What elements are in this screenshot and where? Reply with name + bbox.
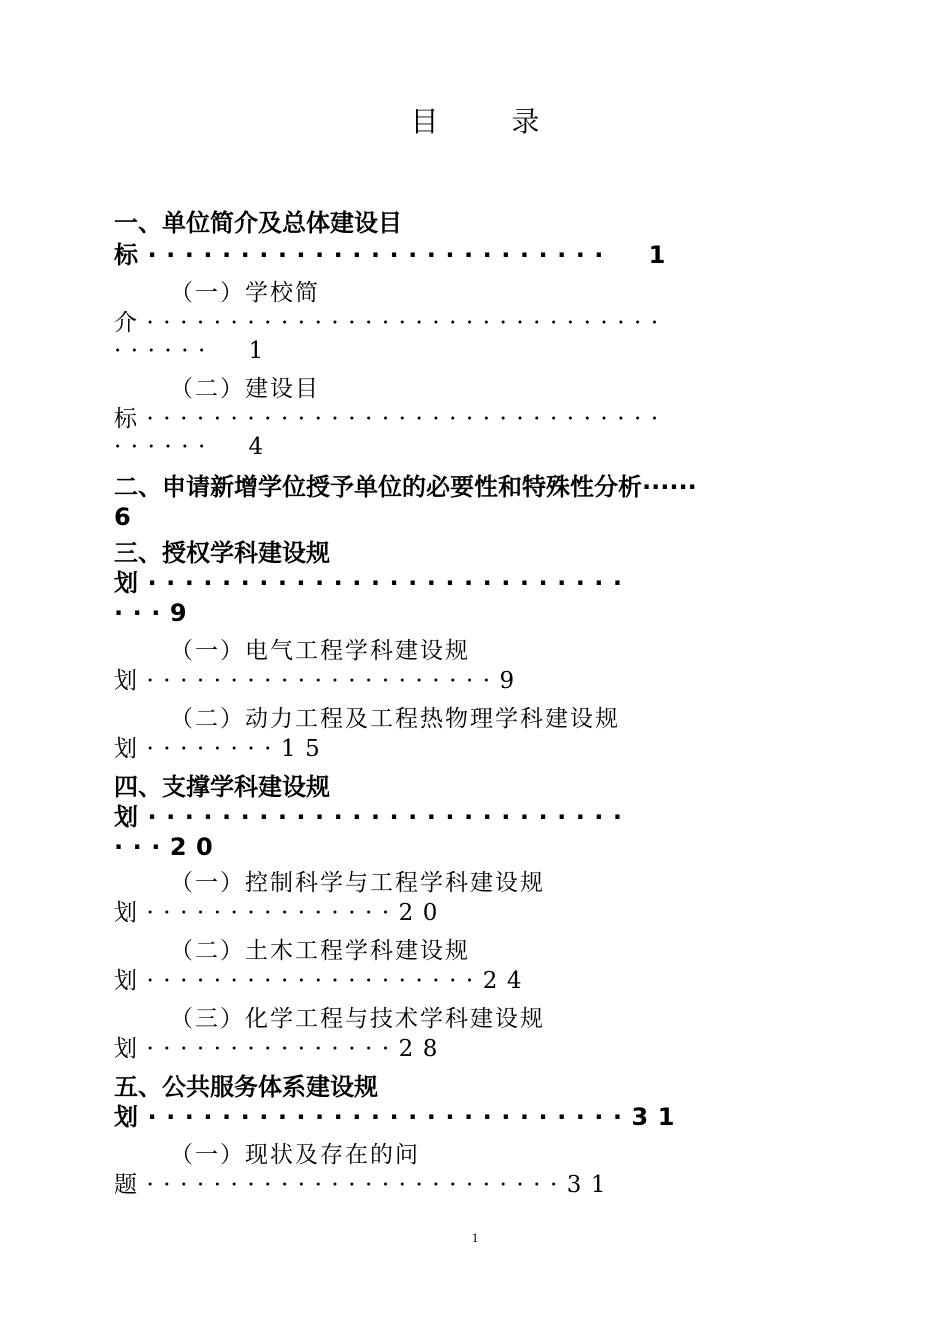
toc-entry-4-2-line-2[interactable]: 划····················24 (114, 968, 531, 994)
toc-entry-4-3-line-2[interactable]: 划···············28 (114, 1036, 447, 1062)
toc-entry-3-line-2[interactable]: 划·························· (114, 569, 632, 597)
toc-entry-3-line-3[interactable]: ···9 (114, 599, 197, 627)
toc-entry-1-2-line-2[interactable]: 标······························· (114, 406, 668, 432)
toc-entry-1-2-line-3[interactable]: ······ 4 (114, 434, 273, 460)
toc-entry-3-1-line-1[interactable]: （一）电气工程学科建设规 (170, 638, 470, 664)
toc-entry-1-line-1[interactable]: 一、单位简介及总体建设目 (114, 209, 402, 237)
toc-entry-1-1-line-3[interactable]: ······ 1 (114, 338, 273, 364)
toc-entry-5-1-line-2[interactable]: 题·························31 (114, 1172, 616, 1198)
toc-entry-5-1-line-1[interactable]: （一）现状及存在的问 (170, 1142, 420, 1168)
toc-title: 目 录 (410, 105, 572, 138)
toc-entry-4-2-line-1[interactable]: （二）土木工程学科建设规 (170, 938, 470, 964)
toc-entry-3-1-line-2[interactable]: 划·····················9 (114, 668, 524, 694)
toc-entry-3-2-line-1[interactable]: （二）动力工程及工程热物理学科建设规 (170, 706, 620, 732)
toc-entry-3-2-line-2[interactable]: 划········15 (114, 736, 330, 762)
toc-entry-1-2-line-1[interactable]: （二）建设目 (170, 376, 320, 402)
toc-entry-1-line-2[interactable]: 标························· 1 (114, 241, 675, 269)
toc-entry-2-line-1[interactable]: 二、申请新增学位授予单位的必要性和特殊性分析······ (114, 473, 697, 501)
toc-entry-4-1-line-1[interactable]: （一）控制科学与工程学科建设规 (170, 870, 545, 896)
toc-entry-3-line-1[interactable]: 三、授权学科建设规 (114, 539, 330, 567)
toc-entry-4-3-line-1[interactable]: （三）化学工程与技术学科建设规 (170, 1006, 545, 1032)
toc-entry-5-line-2[interactable]: 划··························31 (114, 1103, 684, 1131)
page-number: 1 (471, 1230, 479, 1245)
toc-entry-1-1-line-2[interactable]: 介······························· (114, 310, 668, 336)
toc-entry-4-line-2[interactable]: 划·························· (114, 803, 632, 831)
toc-entry-5-line-1[interactable]: 五、公共服务体系建设规 (114, 1073, 378, 1101)
toc-entry-4-line-3[interactable]: ···20 (114, 833, 223, 861)
toc-entry-4-1-line-2[interactable]: 划···············20 (114, 900, 447, 926)
toc-entry-4-line-1[interactable]: 四、支撑学科建设规 (114, 773, 330, 801)
toc-entry-2-line-2[interactable]: 6 (114, 503, 131, 531)
toc-entry-1-1-line-1[interactable]: （一）学校简 (170, 280, 320, 306)
